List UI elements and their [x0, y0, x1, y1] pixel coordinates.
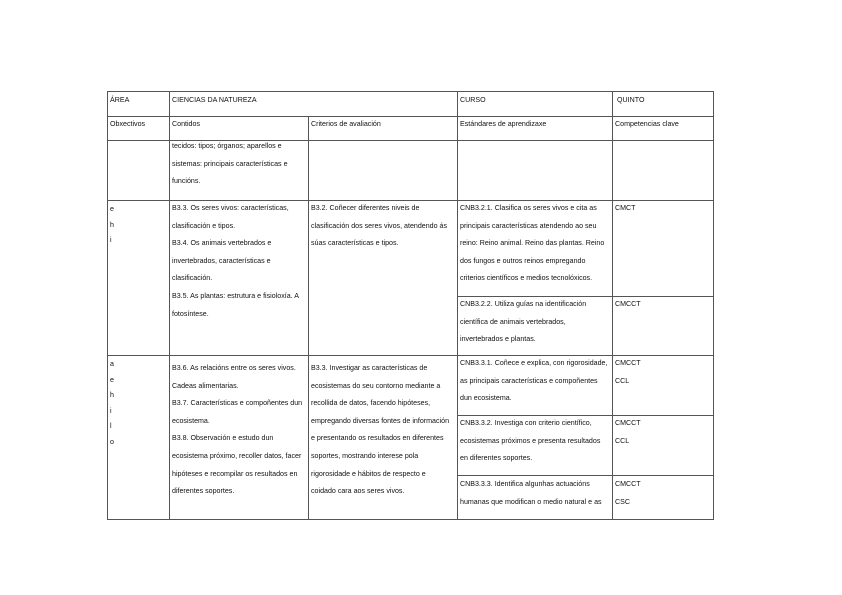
objective-letter: i	[110, 406, 112, 415]
col-header-standards: Estándares de aprendizaxe	[460, 120, 547, 128]
text-line: B3.8. Observación e estudo dun	[172, 434, 274, 443]
text-line: funcións.	[172, 177, 201, 186]
text-line: B3.5. As plantas: estrutura e fisioloxía. A	[172, 291, 299, 300]
objective-letter: l	[110, 422, 112, 430]
table-border	[107, 91, 108, 520]
area-value: CIENCIAS DA NATUREZA	[172, 96, 257, 104]
text-line: invertebrados, características e	[172, 256, 271, 265]
row3-contents	[170, 360, 308, 501]
objective-letter: e	[110, 375, 114, 384]
text-line: CNB3.2.2. Utiliza guías na identificación	[460, 300, 587, 308]
row3-objectives	[108, 357, 128, 450]
text-line: clasificación dos seres vivos, atendendo ás	[311, 221, 448, 230]
row2-objectives	[108, 202, 128, 249]
text-line: CNB3.3.2. Investiga con criterio científico,	[460, 419, 592, 427]
text-line: Cadeas alimentarias.	[172, 381, 239, 390]
objective-letter: a	[110, 360, 114, 368]
col-header-criteria: Criterios de avaliación	[311, 120, 381, 128]
text-line: soportes, mostrando interese pola	[311, 451, 419, 460]
text-line: principais características atendendo ao seu	[460, 221, 597, 230]
text-line: as principais características e compoñentes	[460, 376, 598, 385]
row3-criteria	[309, 360, 457, 501]
text-line: ecosistema.	[172, 416, 210, 425]
text-line: coidado cara aos seres vivos.	[311, 487, 405, 496]
text-line: rigorosidade e hábitos de respecto e	[311, 469, 426, 478]
text-line: invertebrados e plantas.	[460, 335, 536, 344]
row3-competence-b	[613, 415, 712, 450]
text-line: e presentando os resultados en diferentes	[311, 434, 444, 443]
row2-standard-a	[458, 200, 612, 288]
text-line: criterios científicos e medios tecnolóxicos.	[460, 274, 593, 283]
curso-label: CURSO	[460, 96, 486, 104]
objective-letter: i	[110, 236, 112, 244]
table-border	[107, 519, 714, 520]
text-line: clasificación.	[172, 274, 213, 283]
row2-standard-b	[458, 296, 612, 349]
text-line: CNB3.2.1. Clasifica os seres vivos e cita as	[460, 204, 597, 212]
competence-code: CMCCT	[615, 359, 641, 367]
text-line: B3.7. Características e compoñentes dun	[172, 399, 303, 408]
col-header-objectives: Obxectivos	[110, 120, 146, 128]
competence-code: CCL	[615, 376, 630, 385]
competence-code: CCL	[615, 436, 630, 445]
row2-criteria	[309, 200, 457, 253]
text-line: hipóteses e recompilar os resultados en	[172, 469, 298, 478]
competence-code: CMCCT	[615, 419, 641, 427]
row3-competence-a	[613, 355, 712, 390]
text-line: tecidos: tipos; órganos; aparellos e	[172, 142, 282, 150]
row3-standard-b	[458, 415, 612, 468]
text-line: reino: Reino animal. Reino das plantas. Reino	[460, 239, 605, 248]
row2-competence-b	[613, 296, 712, 314]
text-line: ecosistemas do seu contorno mediante a	[311, 381, 441, 390]
objective-letter: e	[110, 205, 114, 213]
text-line: B3.4. Os animais vertebrados e	[172, 239, 272, 248]
text-line: clasificación e tipos.	[172, 221, 236, 230]
text-line: dun ecosistema.	[460, 394, 512, 403]
text-line: recollida de datos, facendo hipóteses,	[311, 399, 431, 408]
col-header-competences: Competencias clave	[615, 120, 679, 128]
area-label: ÁREA	[110, 96, 130, 104]
competence-code: CMCT	[615, 204, 636, 212]
competence-code: CMCCT	[615, 480, 641, 488]
text-line: B3.3. Investigar as características de	[311, 364, 428, 372]
row2-competence-a	[613, 200, 712, 218]
text-line: ecosistema próximo, recoller datos, facer	[172, 451, 302, 460]
row3-competence-c	[613, 476, 712, 511]
objective-letter: h	[110, 391, 114, 399]
objective-letter: h	[110, 220, 114, 229]
text-line: científica de animais vertebrados,	[460, 317, 566, 326]
text-line: fotosíntese.	[172, 309, 209, 318]
text-line: dos fungos e outros reinos empregando	[460, 256, 586, 265]
text-line: en diferentes soportes.	[460, 454, 533, 463]
table-border	[713, 91, 714, 520]
text-line: B3.2. Coñecer diferentes niveis de	[311, 204, 420, 212]
row3-standard-c	[458, 476, 612, 511]
curso-value: QUINTO	[617, 96, 645, 104]
competence-code: CSC	[615, 497, 630, 506]
text-line: empregando diversas fontes de información	[311, 416, 450, 425]
text-line: B3.3. Os seres vivos: características,	[172, 204, 289, 212]
text-line: ecosistemas próximos e presenta resultados	[460, 436, 601, 445]
objective-letter: o	[110, 437, 114, 446]
text-line: CNB3.3.1. Coñece e explica, con rigorosidade,	[460, 359, 608, 367]
text-line: humanas que modifican o medio natural e as	[460, 497, 602, 506]
competence-code: CMCCT	[615, 300, 641, 308]
text-line: CNB3.3.3. Identifica algunhas actuacións	[460, 480, 590, 488]
text-line: súas características e tipos.	[311, 239, 399, 248]
text-line: diferentes soportes.	[172, 487, 235, 496]
col-header-contents: Contidos	[172, 120, 200, 128]
row2-contents	[170, 200, 308, 323]
text-line: sistemas: principais características e	[172, 159, 288, 168]
row3-standard-a	[458, 355, 612, 408]
row1-contents	[170, 138, 308, 191]
text-line: B3.6. As relacións entre os seres vivos.	[172, 364, 296, 372]
